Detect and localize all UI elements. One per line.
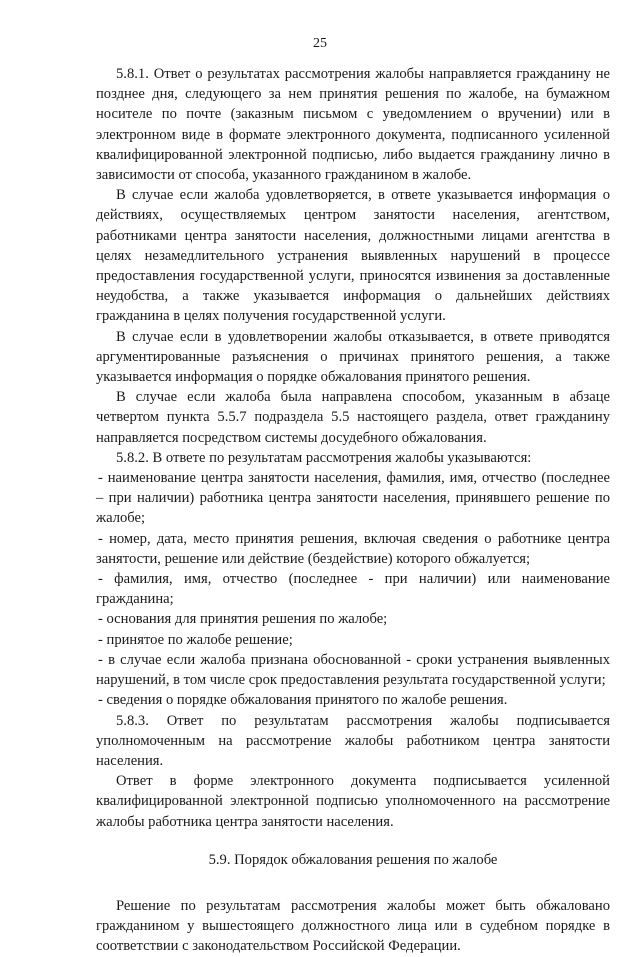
- paragraph-complaint-satisfied: В случае если жалоба удовлетворяется, в ответе указывается информация о действиях, осуществляемых центром занятости населения, агентством, работниками центра занятости населения, должностными лицами агентства в целях незамедлительного устранения выявленных нарушений в процессе предоставления государственной услуги, приносятся извинения за доставленные неудобства, а также указывается информация о дальнейших действиях гражданина в целях получения государственной услуги.: [96, 187, 610, 325]
- list-item: - наименование центра занятости населения, фамилия, имя, отчество (последнее – при наличии) работника центра занятости населения, принявшего решение по жалобе;: [96, 470, 610, 527]
- list-item: - номер, дата, место принятия решения, включая сведения о работнике центра занятости, решение или действие (бездействие) которого обжалуется;: [96, 530, 610, 567]
- document-body: [96, 64, 610, 957]
- paragraph-complaint-refused: В случае если в удовлетворении жалобы отказывается, в ответе приводятся аргументированные разъяснения о причинах принятого решения, а также указывается информация о порядке обжалования принятого решения.: [96, 328, 610, 386]
- list-item: - фамилия, имя, отчество (последнее - при наличии) или наименование гражданина;: [96, 571, 610, 608]
- list-item: - основания для принятия решения по жалобе;: [98, 611, 388, 628]
- list-item: - принятое по жалобе решение;: [98, 631, 293, 648]
- section-heading: 5.9. Порядок обжалования решения по жалобе: [208, 851, 498, 868]
- list-item: - в случае если жалоба признана обоснованной - сроки устранения выявленных нарушений, в том числе срок предоставления результата государственной услуги;: [96, 651, 610, 689]
- paragraph-5-8-2: 5.8.2. В ответе по результатам рассмотрения жалобы указываются:: [116, 449, 532, 466]
- paragraph-5-8-1: 5.8.1. Ответ о результатах рассмотрения жалобы направляется гражданину не позднее дня, следующего за нем принятия решения по жалобе, на бумажном носителе по почте (заказным письмом с уведомлением о вручении) или в электронном виде в формате электронного документа, подписанного усиленной квалифицированной электронной подписью, либо выдается гражданину лично в зависимости от способа, указанного гражданином в жалобе.: [96, 66, 610, 184]
- paragraph-pretrial-system: В случае если жалоба была направлена способом, указанным в абзаце четвертом пункта 5.5.7 подраздела 5.5 настоящего раздела, ответ гражданину направляется посредством системы досудебного обжалования.: [96, 389, 610, 446]
- paragraph-5-8-3: 5.8.3. Ответ по результатам рассмотрения жалобы подписывается уполномоченным на рассмотрение жалобы работником центра занятости населения.: [96, 712, 610, 769]
- paragraph-electronic-answer: Ответ в форме электронного документа подписывается усиленной квалифицированной электронной подписью уполномоченного на рассмотрение жалобы работника центра занятости населения.: [96, 773, 610, 830]
- page-number: 25: [313, 36, 327, 51]
- list-item: - сведения о порядке обжалования принятого по жалобе решения.: [98, 692, 508, 709]
- paragraph-appeal: Решение по результатам рассмотрения жалобы может быть обжаловано гражданином у вышестоящего должностного лица или в судебном порядке в соответствии с законодательством Российской Федерации.: [96, 897, 610, 955]
